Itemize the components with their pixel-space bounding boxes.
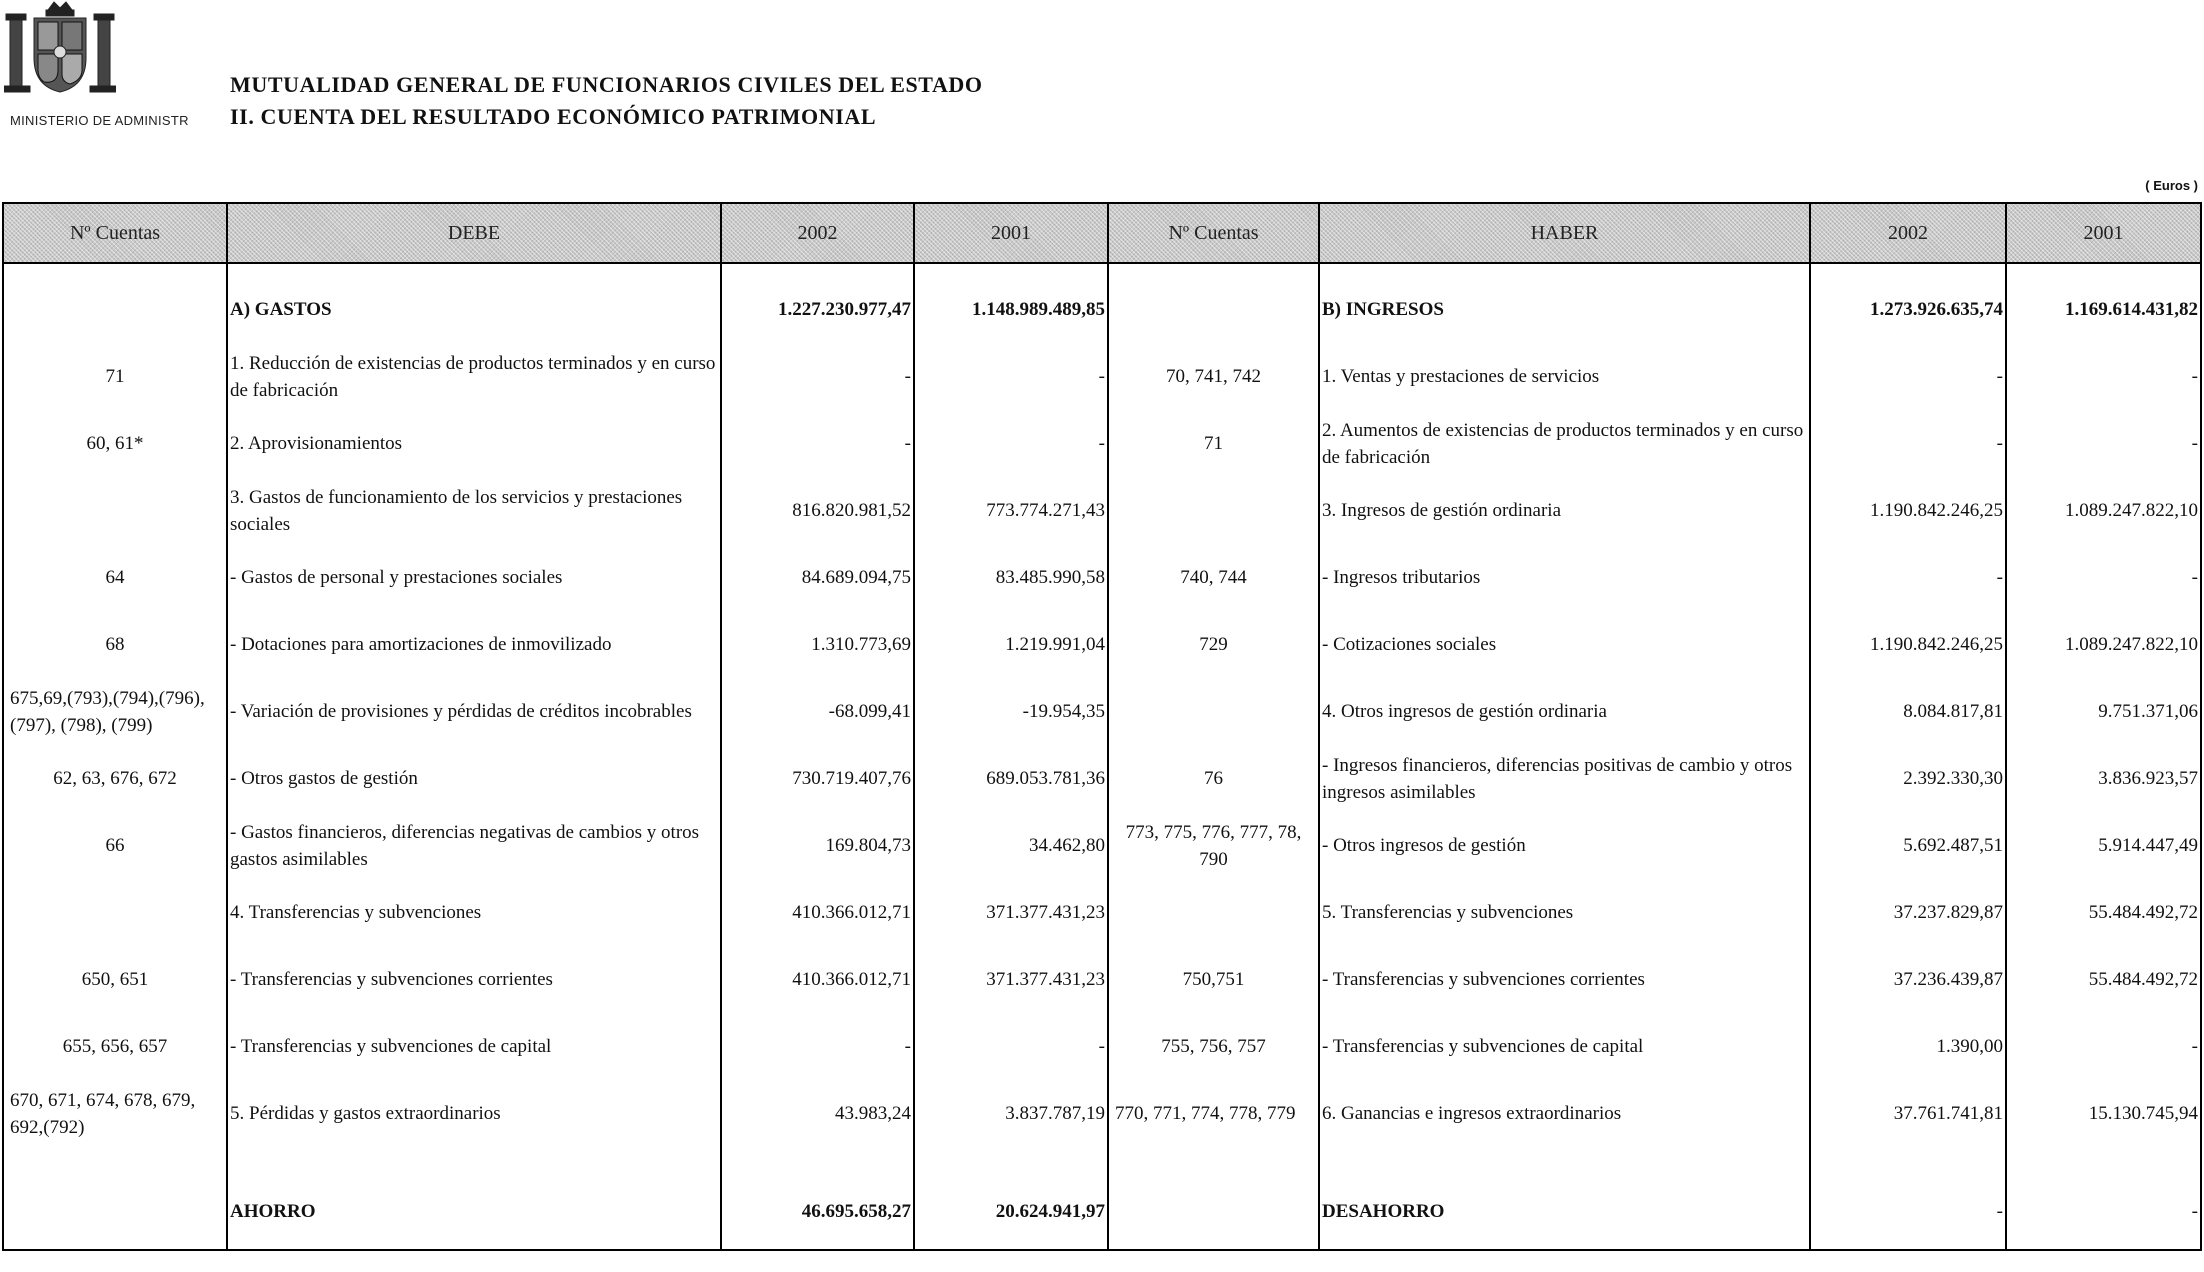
debe-2002-value: 43.983,24: [721, 1080, 914, 1147]
col-header-accounts-debe: Nº Cuentas: [3, 203, 227, 263]
haber-concept: - Transferencias y subvenciones de capital: [1319, 1013, 1810, 1080]
debe-2002-value: 730.719.407,76: [721, 745, 914, 812]
debe-concept: - Gastos financieros, diferencias negativas de cambios y otros gastos asimilables: [227, 812, 721, 879]
haber-2002-value: -: [1810, 410, 2006, 477]
table-row: [3, 410, 2201, 477]
haber-2001-value: 9.751.371,06: [2006, 678, 2201, 745]
table-row: [3, 678, 2201, 745]
debe-concept: - Dotaciones para amortizaciones de inmovilizado: [227, 611, 721, 678]
table-row: [3, 946, 2201, 1013]
debe-2002-value: 46.695.658,27: [721, 1173, 914, 1250]
haber-2001-value: 1.089.247.822,10: [2006, 477, 2201, 544]
haber-2002-value: 37.236.439,87: [1810, 946, 2006, 1013]
haber-concept: 2. Aumentos de existencias de productos terminados y en curso de fabricación: [1319, 410, 1810, 477]
haber-2002-value: 5.692.487,51: [1810, 812, 2006, 879]
account-codes-haber: [1108, 276, 1319, 343]
account-codes-debe: 64: [3, 544, 227, 611]
document-subtitle: II. CUENTA DEL RESULTADO ECONÓMICO PATRIMONIAL: [230, 104, 877, 129]
haber-2002-value: -: [1810, 1173, 2006, 1250]
col-header-2001-haber: 2001: [2006, 203, 2201, 263]
debe-2002-value: 410.366.012,71: [721, 946, 914, 1013]
haber-2001-value: 55.484.492,72: [2006, 946, 2201, 1013]
haber-concept: 3. Ingresos de gestión ordinaria: [1319, 477, 1810, 544]
haber-2002-value: 37.761.741,81: [1810, 1080, 2006, 1147]
haber-concept: - Cotizaciones sociales: [1319, 611, 1810, 678]
account-codes-debe: 71: [3, 343, 227, 410]
haber-2001-value: -: [2006, 1013, 2201, 1080]
table-row: [3, 343, 2201, 410]
table-row: [3, 1080, 2201, 1147]
table-row: [3, 544, 2201, 611]
haber-concept: 6. Ganancias e ingresos extraordinarios: [1319, 1080, 1810, 1147]
debe-concept: 4. Transferencias y subvenciones: [227, 879, 721, 946]
debe-2002-value: 410.366.012,71: [721, 879, 914, 946]
account-codes-debe: 650, 651: [3, 946, 227, 1013]
account-codes-haber: 729: [1108, 611, 1319, 678]
account-codes-debe: [3, 1173, 227, 1250]
haber-2001-value: -: [2006, 1173, 2201, 1250]
haber-concept: B) INGRESOS: [1319, 276, 1810, 343]
debe-concept: - Transferencias y subvenciones corrientes: [227, 946, 721, 1013]
debe-concept: - Otros gastos de gestión: [227, 745, 721, 812]
debe-concept: 2. Aprovisionamientos: [227, 410, 721, 477]
table-row: [3, 611, 2201, 678]
haber-2002-value: 37.237.829,87: [1810, 879, 2006, 946]
debe-concept: AHORRO: [227, 1173, 721, 1250]
haber-2001-value: -: [2006, 544, 2201, 611]
col-header-2002-debe: 2002: [721, 203, 914, 263]
table-row: [3, 276, 2201, 343]
haber-2001-value: -: [2006, 343, 2201, 410]
table-row: [3, 745, 2201, 812]
debe-concept: 1. Reducción de existencias de productos terminados y en curso de fabricación: [227, 343, 721, 410]
col-header-2002-haber: 2002: [1810, 203, 2006, 263]
results-table: [2, 202, 2202, 1251]
haber-concept: - Ingresos tributarios: [1319, 544, 1810, 611]
haber-2002-value: -: [1810, 343, 2006, 410]
haber-2001-value: -: [2006, 410, 2201, 477]
haber-2001-value: 1.169.614.431,82: [2006, 276, 2201, 343]
haber-2002-value: -: [1810, 544, 2006, 611]
coat-of-arms-logo: [4, 0, 116, 96]
debe-2002-value: 816.820.981,52: [721, 477, 914, 544]
col-header-accounts-haber: Nº Cuentas: [1108, 203, 1319, 263]
debe-2001-value: 371.377.431,23: [914, 879, 1108, 946]
debe-2001-value: -19.954,35: [914, 678, 1108, 745]
table-row-total: [3, 1173, 2201, 1250]
haber-concept: - Ingresos financieros, diferencias positivas de cambio y otros ingresos asimilables: [1319, 745, 1810, 812]
table-row: [3, 879, 2201, 946]
account-codes-debe: [3, 477, 227, 544]
table-header-row: [3, 203, 2201, 263]
account-codes-debe: 66: [3, 812, 227, 879]
debe-2001-value: 1.219.991,04: [914, 611, 1108, 678]
col-header-2001-debe: 2001: [914, 203, 1108, 263]
account-codes-haber: 770, 771, 774, 778, 779: [1108, 1080, 1319, 1147]
debe-2002-value: -: [721, 410, 914, 477]
debe-2001-value: 20.624.941,97: [914, 1173, 1108, 1250]
haber-2002-value: 1.190.842.246,25: [1810, 477, 2006, 544]
haber-2002-value: 2.392.330,30: [1810, 745, 2006, 812]
debe-concept: - Transferencias y subvenciones de capital: [227, 1013, 721, 1080]
debe-2002-value: -: [721, 1013, 914, 1080]
account-codes-haber: 740, 744: [1108, 544, 1319, 611]
haber-2002-value: 1.390,00: [1810, 1013, 2006, 1080]
debe-2002-value: -: [721, 343, 914, 410]
debe-2001-value: -: [914, 410, 1108, 477]
account-codes-haber: [1108, 879, 1319, 946]
table-row: [3, 812, 2201, 879]
haber-concept: - Transferencias y subvenciones corrientes: [1319, 946, 1810, 1013]
account-codes-debe: [3, 879, 227, 946]
haber-2001-value: 1.089.247.822,10: [2006, 611, 2201, 678]
debe-concept: - Gastos de personal y prestaciones sociales: [227, 544, 721, 611]
account-codes-haber: [1108, 678, 1319, 745]
haber-concept: - Otros ingresos de gestión: [1319, 812, 1810, 879]
document-title: MUTUALIDAD GENERAL DE FUNCIONARIOS CIVILES DEL ESTADO: [230, 72, 983, 97]
haber-2001-value: 3.836.923,57: [2006, 745, 2201, 812]
haber-2001-value: 15.130.745,94: [2006, 1080, 2201, 1147]
debe-concept: - Variación de provisiones y pérdidas de créditos incobrables: [227, 678, 721, 745]
debe-2001-value: 34.462,80: [914, 812, 1108, 879]
debe-2002-value: 84.689.094,75: [721, 544, 914, 611]
debe-2001-value: 1.148.989.489,85: [914, 276, 1108, 343]
haber-concept: 1. Ventas y prestaciones de servicios: [1319, 343, 1810, 410]
haber-2002-value: 1.273.926.635,74: [1810, 276, 2006, 343]
debe-2002-value: 1.227.230.977,47: [721, 276, 914, 343]
haber-2001-value: 5.914.447,49: [2006, 812, 2201, 879]
units-label: ( Euros ): [2145, 178, 2198, 193]
haber-concept: 5. Transferencias y subvenciones: [1319, 879, 1810, 946]
account-codes-haber: 70, 741, 742: [1108, 343, 1319, 410]
table-row: [3, 477, 2201, 544]
ministry-label: MINISTERIO DE ADMINISTR: [10, 113, 189, 128]
account-codes-debe: [3, 276, 227, 343]
haber-2002-value: 8.084.817,81: [1810, 678, 2006, 745]
debe-concept: 5. Pérdidas y gastos extraordinarios: [227, 1080, 721, 1147]
account-codes-debe: 68: [3, 611, 227, 678]
account-codes-debe: 675,69,(793),(794),(796), (797), (798), (799): [3, 678, 227, 745]
account-codes-haber: 750,751: [1108, 946, 1319, 1013]
debe-2002-value: -68.099,41: [721, 678, 914, 745]
debe-2001-value: 83.485.990,58: [914, 544, 1108, 611]
debe-2001-value: 773.774.271,43: [914, 477, 1108, 544]
debe-2001-value: 3.837.787,19: [914, 1080, 1108, 1147]
col-header-debe: DEBE: [227, 203, 721, 263]
col-header-haber: HABER: [1319, 203, 1810, 263]
debe-2001-value: -: [914, 343, 1108, 410]
account-codes-debe: 62, 63, 676, 672: [3, 745, 227, 812]
debe-2002-value: 1.310.773,69: [721, 611, 914, 678]
haber-concept: 4. Otros ingresos de gestión ordinaria: [1319, 678, 1810, 745]
account-codes-debe: 60, 61*: [3, 410, 227, 477]
account-codes-debe: 670, 671, 674, 678, 679, 692,(792): [3, 1080, 227, 1147]
account-codes-haber: [1108, 1173, 1319, 1250]
debe-2002-value: 169.804,73: [721, 812, 914, 879]
debe-2001-value: 371.377.431,23: [914, 946, 1108, 1013]
debe-concept: A) GASTOS: [227, 276, 721, 343]
haber-concept: DESAHORRO: [1319, 1173, 1810, 1250]
haber-2002-value: 1.190.842.246,25: [1810, 611, 2006, 678]
account-codes-haber: 76: [1108, 745, 1319, 812]
account-codes-debe: 655, 656, 657: [3, 1013, 227, 1080]
haber-2001-value: 55.484.492,72: [2006, 879, 2201, 946]
debe-concept: 3. Gastos de funcionamiento de los servicios y prestaciones sociales: [227, 477, 721, 544]
debe-2001-value: 689.053.781,36: [914, 745, 1108, 812]
account-codes-haber: 773, 775, 776, 777, 78, 790: [1108, 812, 1319, 879]
table-row: [3, 1013, 2201, 1080]
account-codes-haber: [1108, 477, 1319, 544]
account-codes-haber: 71: [1108, 410, 1319, 477]
account-codes-haber: 755, 756, 757: [1108, 1013, 1319, 1080]
debe-2001-value: -: [914, 1013, 1108, 1080]
